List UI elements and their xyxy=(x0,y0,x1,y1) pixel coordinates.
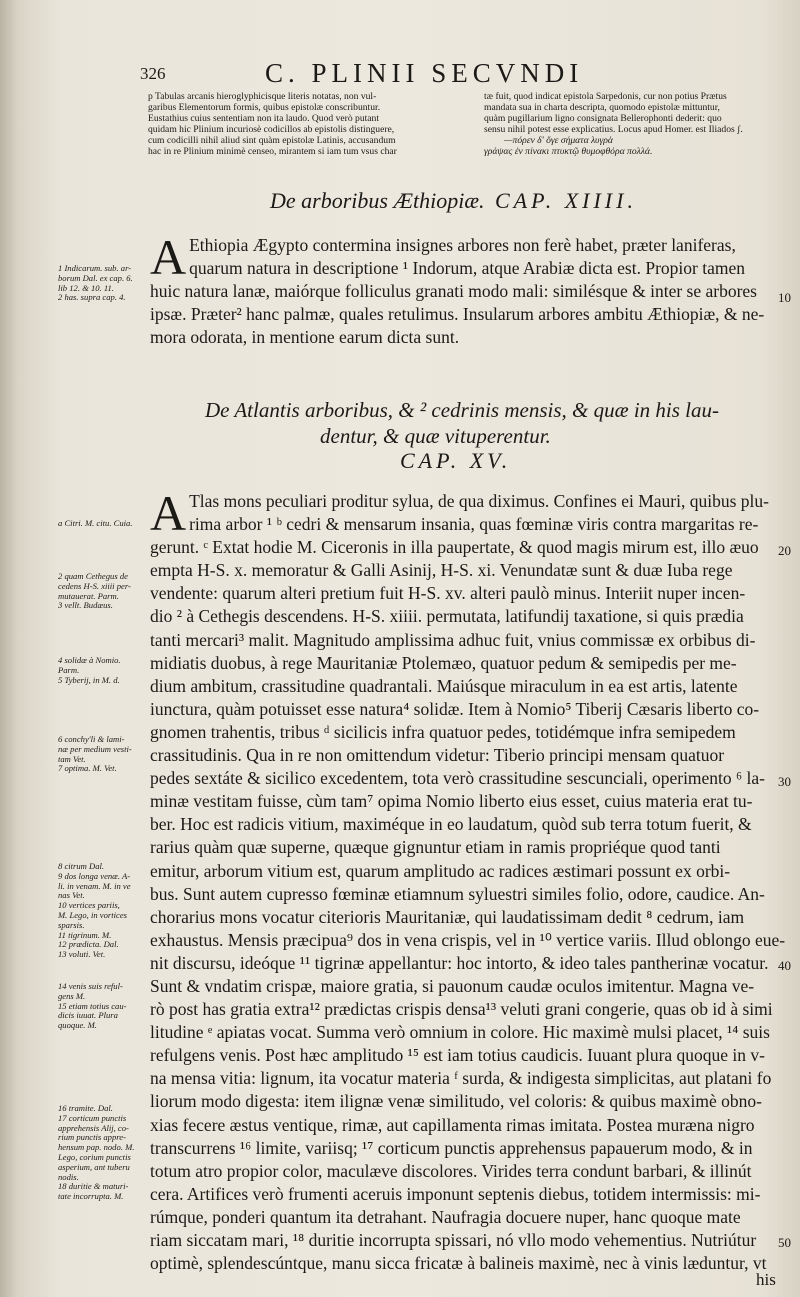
note-line: hac in re Plinium minimè censeo, mirantem si iam tum vsus char xyxy=(148,145,397,157)
top-note-right xyxy=(484,92,784,157)
note-line: garibus Elementorum formis, quibus epistolæ conscribuntur. xyxy=(148,101,381,113)
chapter-14-title: De arboribus Æthiopiæ. xyxy=(270,188,485,213)
text-line: huic natura lanæ, maiórque folliculus granati modo mali: similésque & inter se arbores xyxy=(150,281,757,302)
text-line: xias fecere æstus ventique, rimæ, aut capillamenta rimas imitata. Postea muræna nigro xyxy=(150,1114,755,1135)
margin-note-line: tate incorrupta. M. xyxy=(58,1191,124,1202)
margin-note-line: sparsis. xyxy=(58,919,85,930)
margin-note-line: 10 vertices pariis, xyxy=(58,900,120,911)
chapter-15-number: CAP. XV. xyxy=(400,448,512,473)
margin-note xyxy=(58,572,150,611)
margin-note-line: gens M. xyxy=(58,990,86,1001)
text-line: rima arbor ¹ ᵇ cedri & mensarum insania, quas fœminæ viris contra margaritas re- xyxy=(189,514,759,535)
text-line: minæ vestitam fuisse, cùm tam⁷ opima Nomio liberto eius esset, cuius materia erat tu- xyxy=(150,791,753,812)
margin-note-line: nas Vet. xyxy=(58,890,85,901)
text-line: gnomen trahentis, tribus ᵈ sicilicis infra quatuor pedes, totidémque infra semipedem xyxy=(150,721,736,742)
text-line: na mensa vitia: lignum, ita vocatur materia ᶠ surda, & indigesta simplicitas, aut platani fo xyxy=(150,1068,772,1089)
text-line: gerunt. ᶜ Extat hodie M. Ciceronis in illa paupertate, & quod magis mirum est, illo æuo xyxy=(150,537,759,558)
text-line: Tlas mons peculiari proditur sylua, de qua diximus. Confines ei Mauri, quibus plu- xyxy=(189,491,769,511)
text-line: cera. Artifices verò frumenti aceruis imponunt septenis diebus, totidem intermissis: mi- xyxy=(150,1183,761,1204)
text-line: litudine ᵉ apiatas vocat. Summa verò omnium in colore. Hic maximè mulsi placet, ¹⁴ suis xyxy=(150,1022,770,1043)
text-line: totum atro propior color, maculæve discolores. Virides terra condunt barbari, & illinút xyxy=(150,1160,752,1181)
note-line: quàm pugillarium ligno consignata Bellerophonti dederit: quo xyxy=(484,112,722,124)
text-line: dium ambitum, crassitudine quadrantali. Maiúsque miraculum in ea est artis, latente xyxy=(150,675,738,696)
greek-quote-line: γράψας ἐν πίνακι πτυκτῷ θυμοφθόρα πολλά. xyxy=(484,145,653,157)
margin-note-line: cedens H-S. xiiii per- xyxy=(58,580,131,591)
margin-note-line: 15 etiam totius cau- xyxy=(58,1000,127,1011)
margin-note-line: 13 voluti. Vet. xyxy=(58,949,106,960)
text-line: transcurrens ¹⁶ limite, variisq; ¹⁷ corticum punctis apprehensus papauerum modo, & in xyxy=(150,1137,753,1158)
margin-note-line: apprehensis Alij, co- xyxy=(58,1122,129,1133)
text-line: rarius quàm quæ superne, quæque gignuntur etiam in ramis propriéque quod tanti xyxy=(150,837,721,858)
greek-quote-line: —πόρεν δ' ὅγε σήματα λυγρὰ xyxy=(504,134,613,146)
margin-note-line: 18 duritie & maturi- xyxy=(58,1181,129,1192)
margin-note-line: 7 optima. M. Vet. xyxy=(58,763,117,774)
margin-note-line: 5 Tyberij, in M. d. xyxy=(58,674,120,685)
margin-note xyxy=(58,862,150,960)
text-line: mora odorata, in mentione earum dicta sunt. xyxy=(150,327,460,348)
note-line: sensu nihil potest esse explicatius. Locus apud Homer. est Iliados ʃ. xyxy=(484,123,743,135)
margin-note-line: 3 vellt. Budæus. xyxy=(58,600,113,611)
line-number: 30 xyxy=(778,774,791,789)
margin-note-line: 4 solidæ à Nomio. xyxy=(58,655,121,665)
text-line: riam siccatam mari, ¹⁸ duritie incorrupta spissari, nó vllo modo vehementius. Nutriútur xyxy=(150,1230,757,1250)
margin-note-line: 12 prædicta. Dal. xyxy=(58,939,119,950)
margin-note-line: 8 citrum Dal. xyxy=(58,861,105,871)
margin-note-line: 2 has. supra cap. 4. xyxy=(58,292,126,303)
margin-note-line: borum Dal. ex cap. 6. xyxy=(58,272,133,283)
text-line: quarum natura in descriptione ¹ Indorum, atque Arabiæ dicta est. Propior tamen xyxy=(189,258,745,279)
line-number: 40 xyxy=(778,958,791,973)
margin-note-line: lib 12. & 10. 11. xyxy=(58,282,114,293)
margin-note xyxy=(58,982,150,1031)
margin-note-line: tam Vet. xyxy=(58,753,86,764)
margin-note xyxy=(58,735,150,774)
page-number: 326 xyxy=(140,64,166,83)
text-line: empta H-S. x. memoratur & Galli Asinij, H-S. xi. Venundatæ sunt & duæ Iuba rege xyxy=(150,560,733,581)
margin-note-line: 17 corticum punctis xyxy=(58,1112,127,1123)
text-line: Ethiopia Ægypto contermina insignes arbores non ferè habet, præter laniferas, xyxy=(189,235,736,255)
line-number: 10 xyxy=(778,290,791,305)
line-number: 50 xyxy=(778,1235,791,1250)
top-note-left xyxy=(148,92,468,157)
margin-note-line: quoque. M. xyxy=(58,1020,97,1031)
drop-cap: A xyxy=(150,485,187,541)
margin-note-line: M. Lego, in vortices xyxy=(58,909,127,920)
margin-note xyxy=(58,519,150,529)
margin-note-line: 1 Indicarum. sub. ar- xyxy=(58,263,132,273)
text-line: emitur, arborum vitium est, quarum amplitudo ac radices æstimari possunt ex orbi- xyxy=(150,860,731,881)
margin-note-line: 6 conchy'li & lami- xyxy=(58,734,125,744)
text-line: nit discursu, ideóque ¹¹ tigrinæ appellantur: hoc intorto, & ideo tales pantherinæ vocatur. xyxy=(150,952,769,973)
text-line: vendente: quarum alteri pretium fuit H-S. xv. alteri paulò minus. Interiit nuper incen- xyxy=(150,583,746,604)
margin-note-line: næ per medium vesti- xyxy=(58,743,132,754)
text-line: chorarius mons vocatur citerioris Mauritaniæ, qui laudatissimam dedit ⁸ cedrum, iam xyxy=(150,906,745,927)
text-line: refulgens venis. Post hæc amplitudo ¹⁵ est iam totius caudicis. Iuuant plura quoque in v- xyxy=(150,1045,765,1066)
text-line: liorum modo digesta: item ilignæ venæ similitudo, vel coloris: & quibus maximè obno- xyxy=(150,1091,762,1112)
note-line: Eustathius cuius sententiam non ita laudo. Quod verò putant xyxy=(148,112,380,124)
margin-note-line: li. in venam. M. in ve xyxy=(58,880,131,891)
text-line: exhaustus. Mensis præcipua⁹ dos in vena crispis, vel in ¹⁰ vertice variis. Illud oblongo eue- xyxy=(150,929,786,950)
margin-note xyxy=(58,656,150,685)
text-line: iunctura, quàm potuisset esse natura⁴ solidæ. Item à Nomio⁵ Tiberij Cæsaris liberto co- xyxy=(150,698,760,719)
chapter-14-text xyxy=(150,229,775,349)
chapter-15-title-line-2: dentur, & quæ vituperentur. xyxy=(320,424,551,448)
note-line: quidam hic Plinium incuriosè codicillos ab epistolis distinguere, xyxy=(148,123,395,135)
margin-note-line: nodis. xyxy=(58,1171,79,1182)
margin-note-line: 2 quam Cethegus de xyxy=(58,571,128,581)
text-line: ipsæ. Præter² hanc palmæ, quales retulimus. Insularum arbores ambitu Æthiopiæ, & ne- xyxy=(150,304,765,325)
drop-cap: A xyxy=(150,229,187,285)
catchword: his xyxy=(756,1270,776,1289)
margin-note-line: Parm. xyxy=(58,664,80,675)
margin-note-line: 11 tigrinum. M. xyxy=(58,929,112,940)
line-number: 20 xyxy=(778,543,791,558)
margin-note-line: a Citri. M. citu. Cuia. xyxy=(58,518,133,528)
margin-note-line: mutauerat. Parm. xyxy=(58,590,119,601)
text-line: bus. Sunt autem cupresso fœminæ etiamnum syluestri similes folio, odore, caudice. An- xyxy=(150,883,765,904)
margin-note-line: asperium, ant tuberu xyxy=(58,1161,130,1172)
margin-note-line: 14 venis suis reful- xyxy=(58,981,123,991)
margin-note xyxy=(58,264,150,303)
text-line: rò post has gratia extra¹² prædictas crispis densa¹³ veluti grani congerie, quas ob id à simi xyxy=(150,999,773,1020)
text-line: Sunt & vndatim crispæ, maiore gratia, si pauonum caudæ oculos imitentur. Magna ve- xyxy=(150,975,755,996)
text-line: pedes sextáte & sicilico excedentem, tota verò crassitudine sescunciali, operimento ⁶ la- xyxy=(150,768,765,789)
margin-note-line: rium punctis appre- xyxy=(58,1132,126,1143)
note-line: tæ fuit, quod indicat epistola Sarpedonis, cur non potius Prætus xyxy=(484,91,727,102)
note-line: cum codicilli nihil aliud sint quàm epistolæ Latinis, accusandum xyxy=(148,134,396,146)
text-line: optimè, splendescúntque, manu sicca fricatæ à balineis maximè, nec à vinis læduntur, vt xyxy=(150,1253,767,1274)
text-line: tanti mercari³ malit. Magnitudo amplissima adhuc fuit, vnius commissæ ex orbibus di- xyxy=(150,629,756,650)
text-line: crassitudinis. Qua in re non omittendum videtur: Tiberio principi mensam quatuor xyxy=(150,745,725,766)
running-title: C. PLINII SECVNDI xyxy=(265,58,584,88)
margin-note-line: hensum pap. nodo. M. xyxy=(58,1142,135,1153)
text-line: ber. Hoc est radicis vitium, maximéque in eo laudatum, quòd sub terra totum fuerit, & xyxy=(150,814,752,835)
chapter-15-title-line-1: De Atlantis arboribus, & ² cedrinis mensis, & quæ in his lau- xyxy=(205,398,720,422)
note-line: p Tabulas arcanis hieroglyphicisque literis notatas, non vul- xyxy=(148,91,377,102)
text-line: dio ² à Cethegis descendens. H-S. xiiii. permutata, latifundij taxatione, si quis prædia xyxy=(150,606,744,627)
text-line: rúmque, ponderi quantum ita detrahant. Naufragia docuere nuper, hanc quoque mate xyxy=(150,1206,741,1227)
chapter-14-number: CAP. XIIII. xyxy=(495,188,637,213)
margin-note-line: dicis iuuat. Plura xyxy=(58,1010,118,1021)
margin-note xyxy=(58,1104,150,1202)
margin-note-line: 16 tramite. Dal. xyxy=(58,1103,113,1113)
margin-note-line: 9 dos longa venæ. A- xyxy=(58,870,131,881)
note-line: mandata sua in charta descripta, quomodo epistolæ mittuntur, xyxy=(484,101,720,113)
margin-note-line: Lego, corium punctis xyxy=(58,1151,131,1162)
text-line: midiatis duobus, à rege Mauritaniæ Ptolemæo, quatuor pedum & semipedis per me- xyxy=(150,652,737,673)
